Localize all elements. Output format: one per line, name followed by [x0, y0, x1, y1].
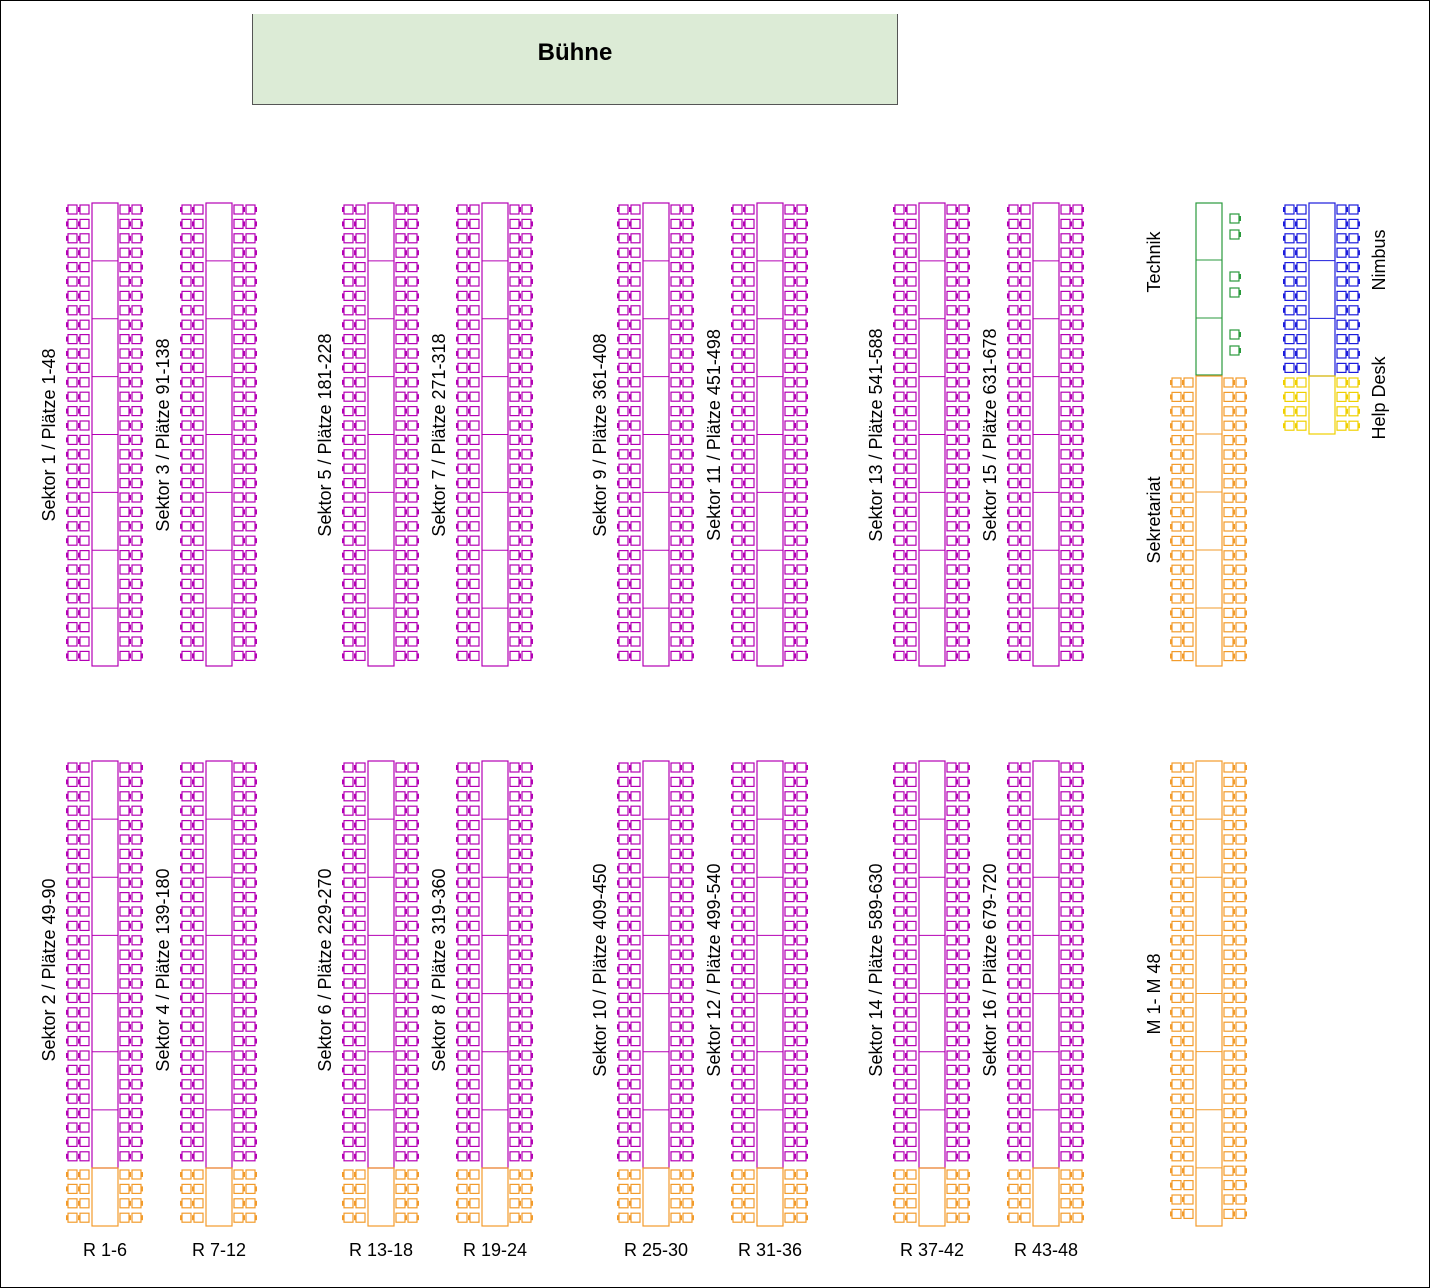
reserve-block-2	[180, 1168, 257, 1226]
stage-label: Bühne	[537, 39, 613, 66]
sector-block-bottom-5	[617, 761, 694, 1168]
sector-block-top-1	[66, 203, 143, 666]
reserve-block-8	[1007, 1168, 1084, 1226]
sekretariat-label: Sekretariat	[1144, 476, 1164, 564]
helpdesk-label: Help Desk	[1369, 356, 1389, 440]
reserve-label-5: R 25-30	[623, 1240, 689, 1260]
technik-label: Technik	[1144, 231, 1164, 293]
reserve-block-5	[617, 1168, 694, 1226]
reserve-block-3	[342, 1168, 419, 1226]
reserve-block-7	[893, 1168, 970, 1226]
sector-label-top-5: Sektor 9 / Plätze 361-408	[590, 333, 610, 537]
sector-block-top-8	[1007, 203, 1084, 666]
reserve-label-7: R 37-42	[899, 1240, 965, 1260]
m-block	[1170, 761, 1247, 1226]
sector-label-bottom-1: Sektor 2 / Plätze 49-90	[39, 878, 59, 1062]
sector-label-top-6: Sektor 11 / Plätze 451-498	[704, 329, 724, 541]
reserve-label-3: R 13-18	[348, 1240, 414, 1260]
nimbus-label: Nimbus	[1369, 229, 1389, 291]
sector-block-bottom-7	[893, 761, 970, 1168]
sector-label-top-4: Sektor 7 / Plätze 271-318	[429, 333, 449, 537]
sector-label-top-2: Sektor 3 / Plätze 91-138	[153, 338, 173, 532]
sector-block-top-4	[456, 203, 533, 666]
reserve-label-6: R 31-36	[737, 1240, 803, 1260]
sector-block-bottom-3	[342, 761, 419, 1168]
sector-label-top-7: Sektor 13 / Plätze 541-588	[866, 328, 886, 542]
sector-label-top-8: Sektor 15 / Plätze 631-678	[980, 328, 1000, 542]
sekretariat-block	[1170, 376, 1247, 666]
reserve-label-1: R 1-6	[82, 1240, 128, 1260]
sector-label-bottom-4: Sektor 8 / Plätze 319-360	[429, 868, 449, 1072]
sector-label-bottom-3: Sektor 6 / Plätze 229-270	[315, 868, 335, 1072]
sector-block-bottom-1	[66, 761, 143, 1168]
sector-block-top-6	[731, 203, 808, 666]
sector-label-bottom-7: Sektor 14 / Plätze 589-630	[866, 863, 886, 1077]
nimbus-block	[1283, 203, 1360, 376]
sector-block-top-2	[180, 203, 257, 666]
sector-block-top-3	[342, 203, 419, 666]
sector-block-bottom-8	[1007, 761, 1084, 1168]
sector-block-bottom-2	[180, 761, 257, 1168]
reserve-block-1	[66, 1168, 143, 1226]
sector-block-bottom-6	[731, 761, 808, 1168]
reserve-block-6	[731, 1168, 808, 1226]
sector-label-bottom-6: Sektor 12 / Plätze 499-540	[704, 863, 724, 1077]
reserve-label-4: R 19-24	[462, 1240, 528, 1260]
sector-label-top-3: Sektor 5 / Plätze 181-228	[315, 333, 335, 537]
sector-label-bottom-8: Sektor 16 / Plätze 679-720	[980, 863, 1000, 1077]
helpdesk-block	[1283, 376, 1360, 434]
sector-label-bottom-2: Sektor 4 / Plätze 139-180	[153, 868, 173, 1072]
reserve-block-4	[456, 1168, 533, 1226]
technik-block	[1196, 203, 1241, 375]
m-block-label: M 1- M 48	[1144, 953, 1164, 1035]
reserve-label-8: R 43-48	[1013, 1240, 1079, 1260]
sector-block-top-5	[617, 203, 694, 666]
sector-block-bottom-4	[456, 761, 533, 1168]
reserve-label-2: R 7-12	[191, 1240, 247, 1260]
sector-block-top-7	[893, 203, 970, 666]
sector-label-top-1: Sektor 1 / Plätze 1-48	[39, 348, 59, 522]
sector-label-bottom-5: Sektor 10 / Plätze 409-450	[590, 863, 610, 1077]
